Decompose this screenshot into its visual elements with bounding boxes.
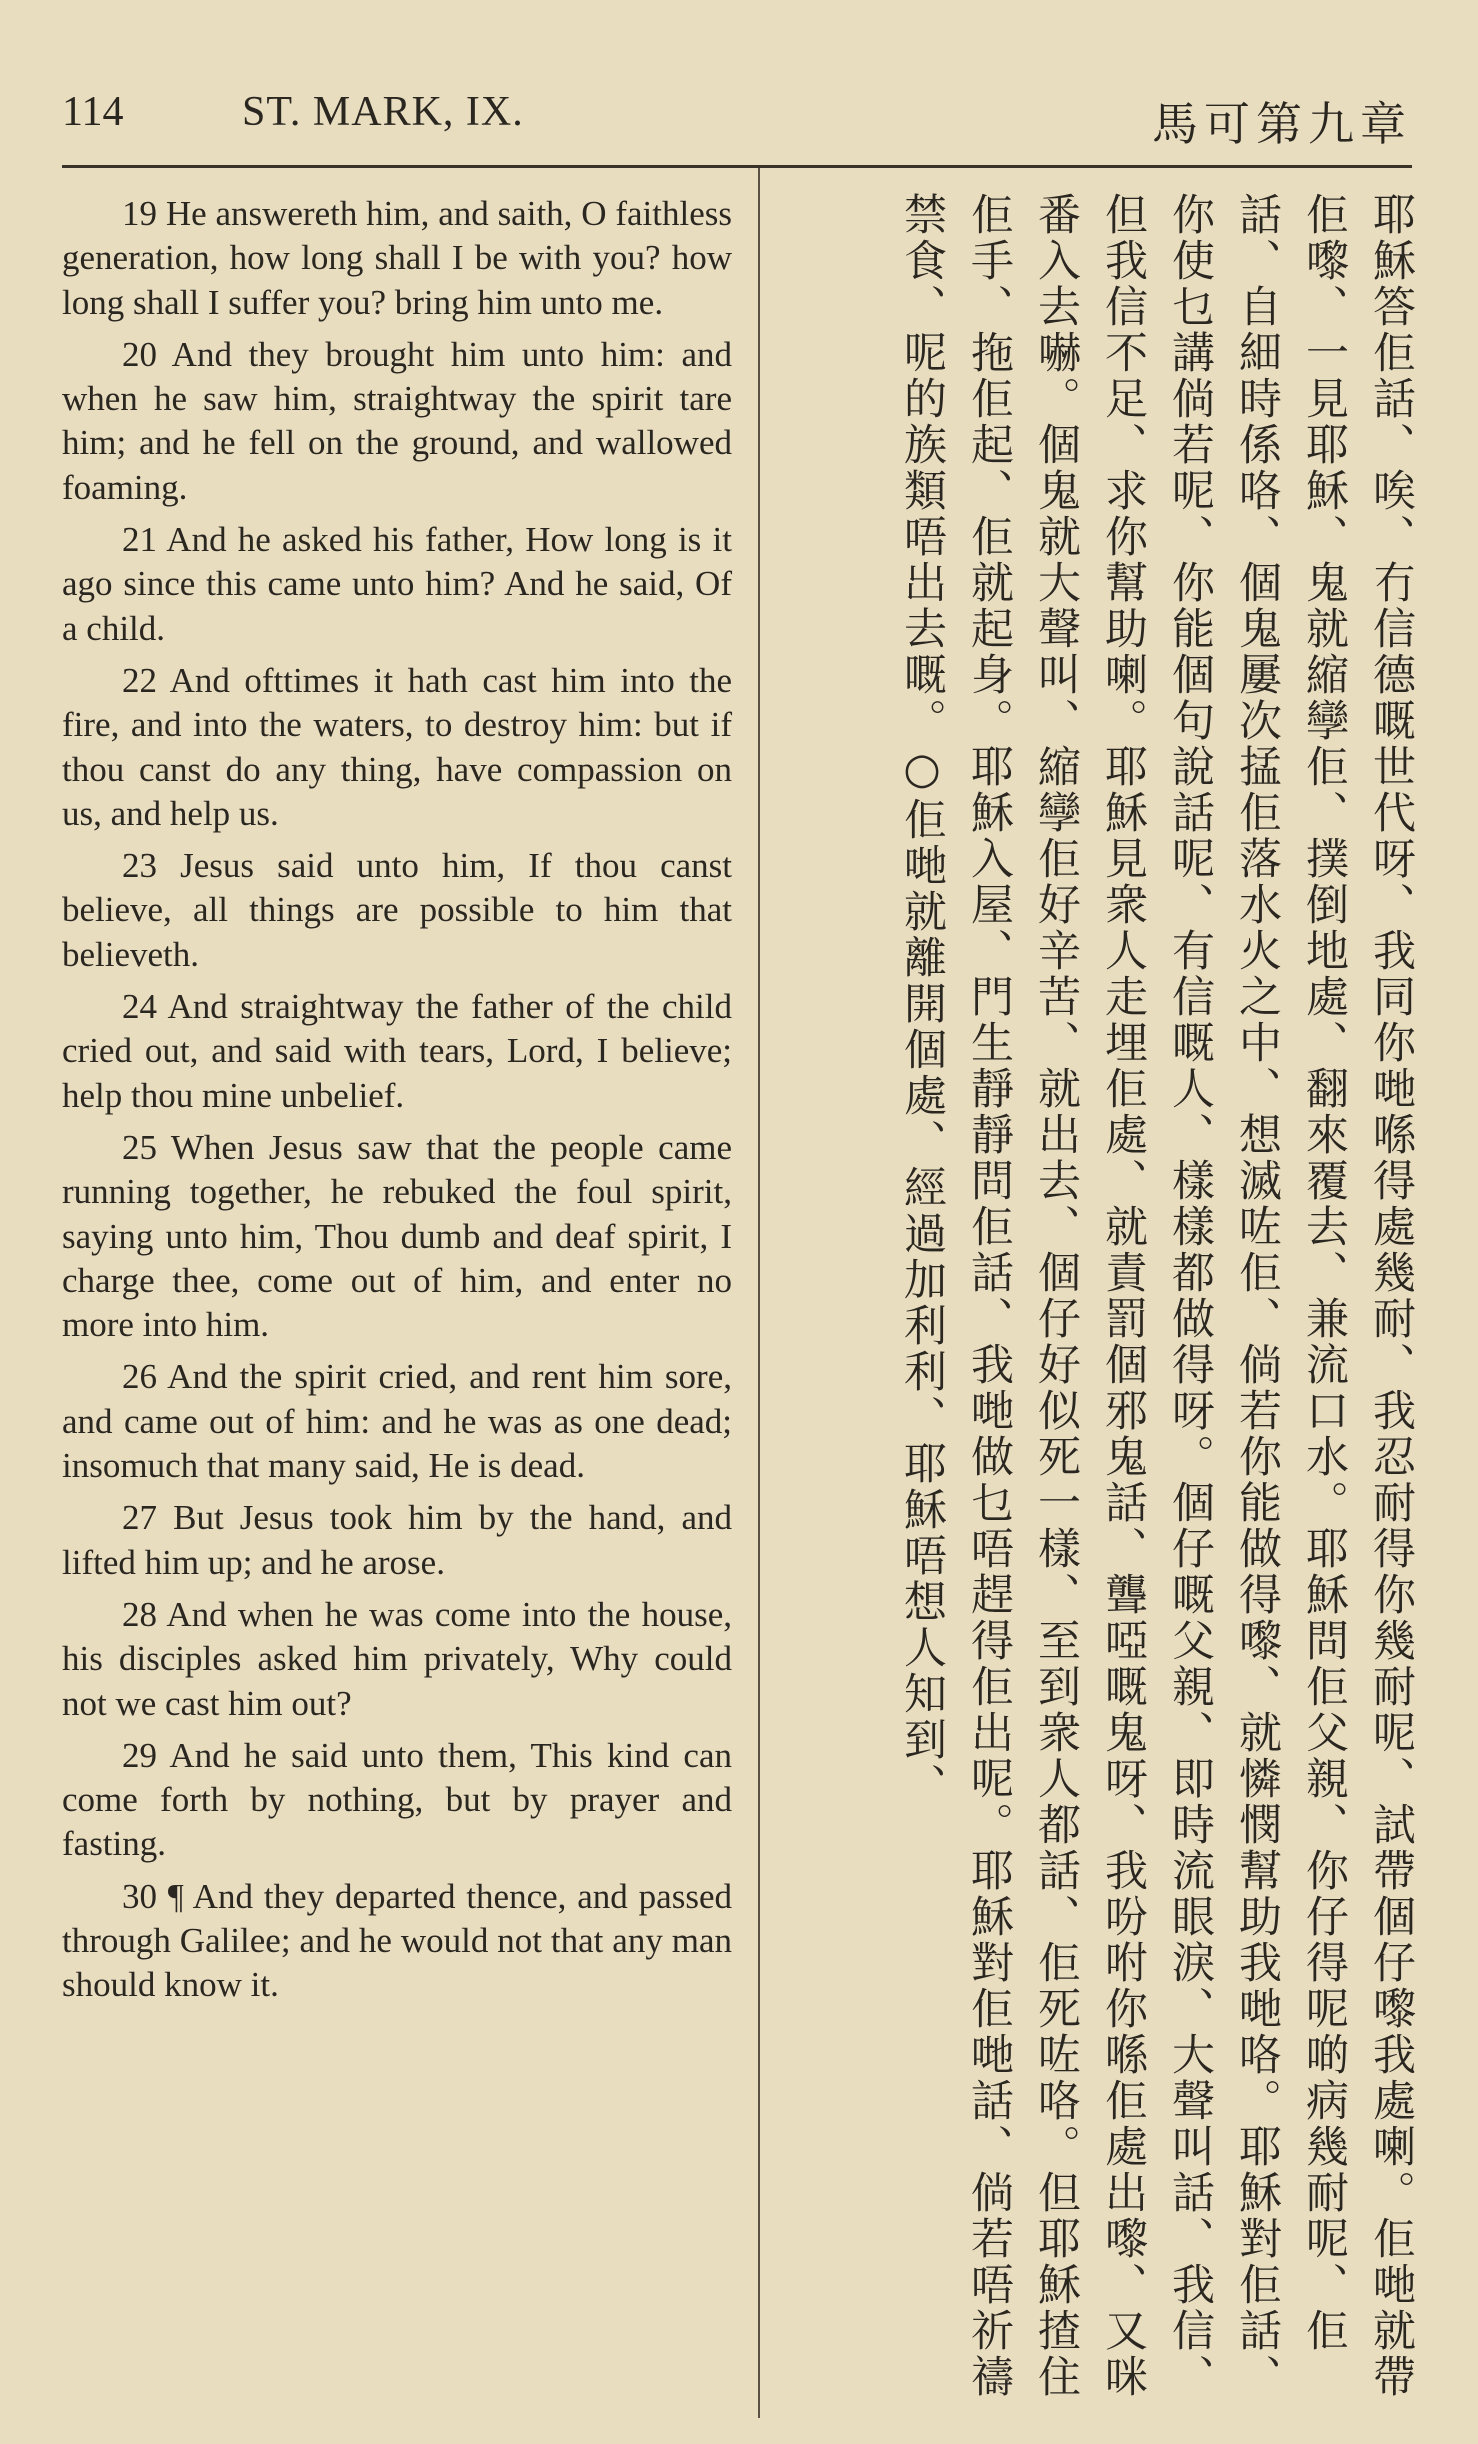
verse-text: And they brought him unto him: and when he saw him, straightway the spirit tare him; and he fell on the ground, and wallowed foaming. bbox=[62, 334, 733, 507]
chinese-column: 耶穌答佢話、唉、冇信德嘅世代呀、我同你哋喺得處幾耐、我忍耐得你幾耐呢、試帶個仔嚟我處喇。佢哋就帶佢嚟、一見耶穌、鬼就縮孿佢、撲倒地處、翻來覆去、兼流口水。耶穌問佢父親、你仔得呢啲病幾耐呢、佢話、自細時係咯、個鬼屢次掹佢落水火之中、想滅咗佢、倘若你能做得嚟、就憐憫幫助我哋咯。耶穌對佢話、你使乜講倘若呢、你能個句說話呢、有信嘅人、樣樣都做得呀。個仔嘅父親、即時流眼淚、大聲叫話、我信、但我信不足、求你幫助喇。耶穌見衆人走埋佢處、就責罰個邪鬼話、聾啞嘅鬼呀、我吩咐你喺佢處出嚟、又咪番入去嚇。個鬼就大聲叫、縮孿佢好辛苦、就出去、個仔好似死一樣、至到衆人都話、佢死咗咯。但耶穌揸住佢手、拖佢起、佢就起身。耶穌入屋、門生靜靜問佢話、我哋做乜唔趕得佢出呢。耶穌對佢哋話、倘若唔祈禱禁食、呢的族類唔出去嘅。○佢哋就離開個處、經過加利利、耶穌唔想人知到、 bbox=[897, 192, 1416, 2400]
header-rule bbox=[62, 165, 1412, 168]
verse-text: And he said unto them, This kind can come forth by nothing, but by prayer and fasting. bbox=[62, 1735, 732, 1864]
verse-text: And the spirit cried, and rent him sore, and came out of him: and he was as one dead; insomuch that many said, He is dead. bbox=[62, 1357, 732, 1486]
verse-26 bbox=[62, 1355, 732, 1488]
verse-number: 19 bbox=[122, 194, 157, 233]
verse-number: 20 bbox=[122, 334, 157, 374]
verse-text: Jesus said unto him, If thou canst believe, all things are possible to him that believeth. bbox=[62, 846, 732, 974]
verse-number: 28 bbox=[122, 1594, 157, 1634]
verse-19 bbox=[62, 192, 732, 325]
column-divider bbox=[758, 168, 760, 2418]
running-title: ST. MARK, IX. bbox=[242, 89, 524, 135]
verse-number: 30 bbox=[122, 1876, 157, 1916]
verse-text: And when he was come into the house, his disciples asked him privately, Why could not we cast him out? bbox=[62, 1594, 732, 1723]
verse-text: He answereth him, and saith, O faithless generation, how long shall I be with you? how long shall I suffer you? bring him unto me. bbox=[62, 194, 732, 322]
verse-21 bbox=[62, 518, 732, 651]
chinese-chapter-title: 馬可第九章 bbox=[1152, 97, 1412, 151]
verse-number: 29 bbox=[122, 1735, 157, 1775]
verse-number: 25 bbox=[122, 1127, 157, 1167]
verse-28 bbox=[62, 1593, 732, 1726]
verse-text: And ofttimes it hath cast him into the fire, and into the waters, to destroy him: but if thou canst do any thing, have compassion on us, and help us. bbox=[62, 660, 732, 833]
verse-22 bbox=[62, 659, 732, 836]
verse-number: 21 bbox=[122, 520, 157, 560]
verse-text: But Jesus took him by the hand, and lifted him up; and he arose. bbox=[62, 1498, 733, 1582]
english-column bbox=[62, 192, 732, 2412]
verse-20 bbox=[62, 333, 732, 510]
verse-23 bbox=[62, 844, 732, 977]
verse-text: ¶ And they departed thence, and passed through Galilee; and he would not that any man should know it. bbox=[62, 1876, 732, 2005]
verse-29 bbox=[62, 1734, 732, 1867]
verse-25 bbox=[62, 1126, 732, 1347]
verse-27 bbox=[62, 1496, 732, 1585]
verse-number: 26 bbox=[122, 1357, 157, 1397]
verse-text: And straightway the father of the child cried out, and said with tears, Lord, I believe; help thou mine unbelief. bbox=[62, 987, 732, 1115]
verse-30 bbox=[62, 1875, 732, 2008]
verse-text: When Jesus saw that the people came running together, he rebuked the foul spirit, saying unto him, Thou dumb and deaf spirit, I charge thee, come out of him, and enter no more into him. bbox=[62, 1127, 732, 1345]
verse-24 bbox=[62, 985, 732, 1118]
page-header bbox=[62, 88, 1412, 158]
verse-number: 27 bbox=[122, 1498, 157, 1538]
verse-number: 24 bbox=[122, 987, 157, 1027]
page-number: 114 bbox=[62, 89, 124, 135]
verse-number: 22 bbox=[122, 660, 157, 700]
verse-text: And he asked his father, How long is it ago since this came unto him? And he said, Of a child. bbox=[62, 520, 732, 648]
verse-number: 23 bbox=[122, 846, 157, 886]
